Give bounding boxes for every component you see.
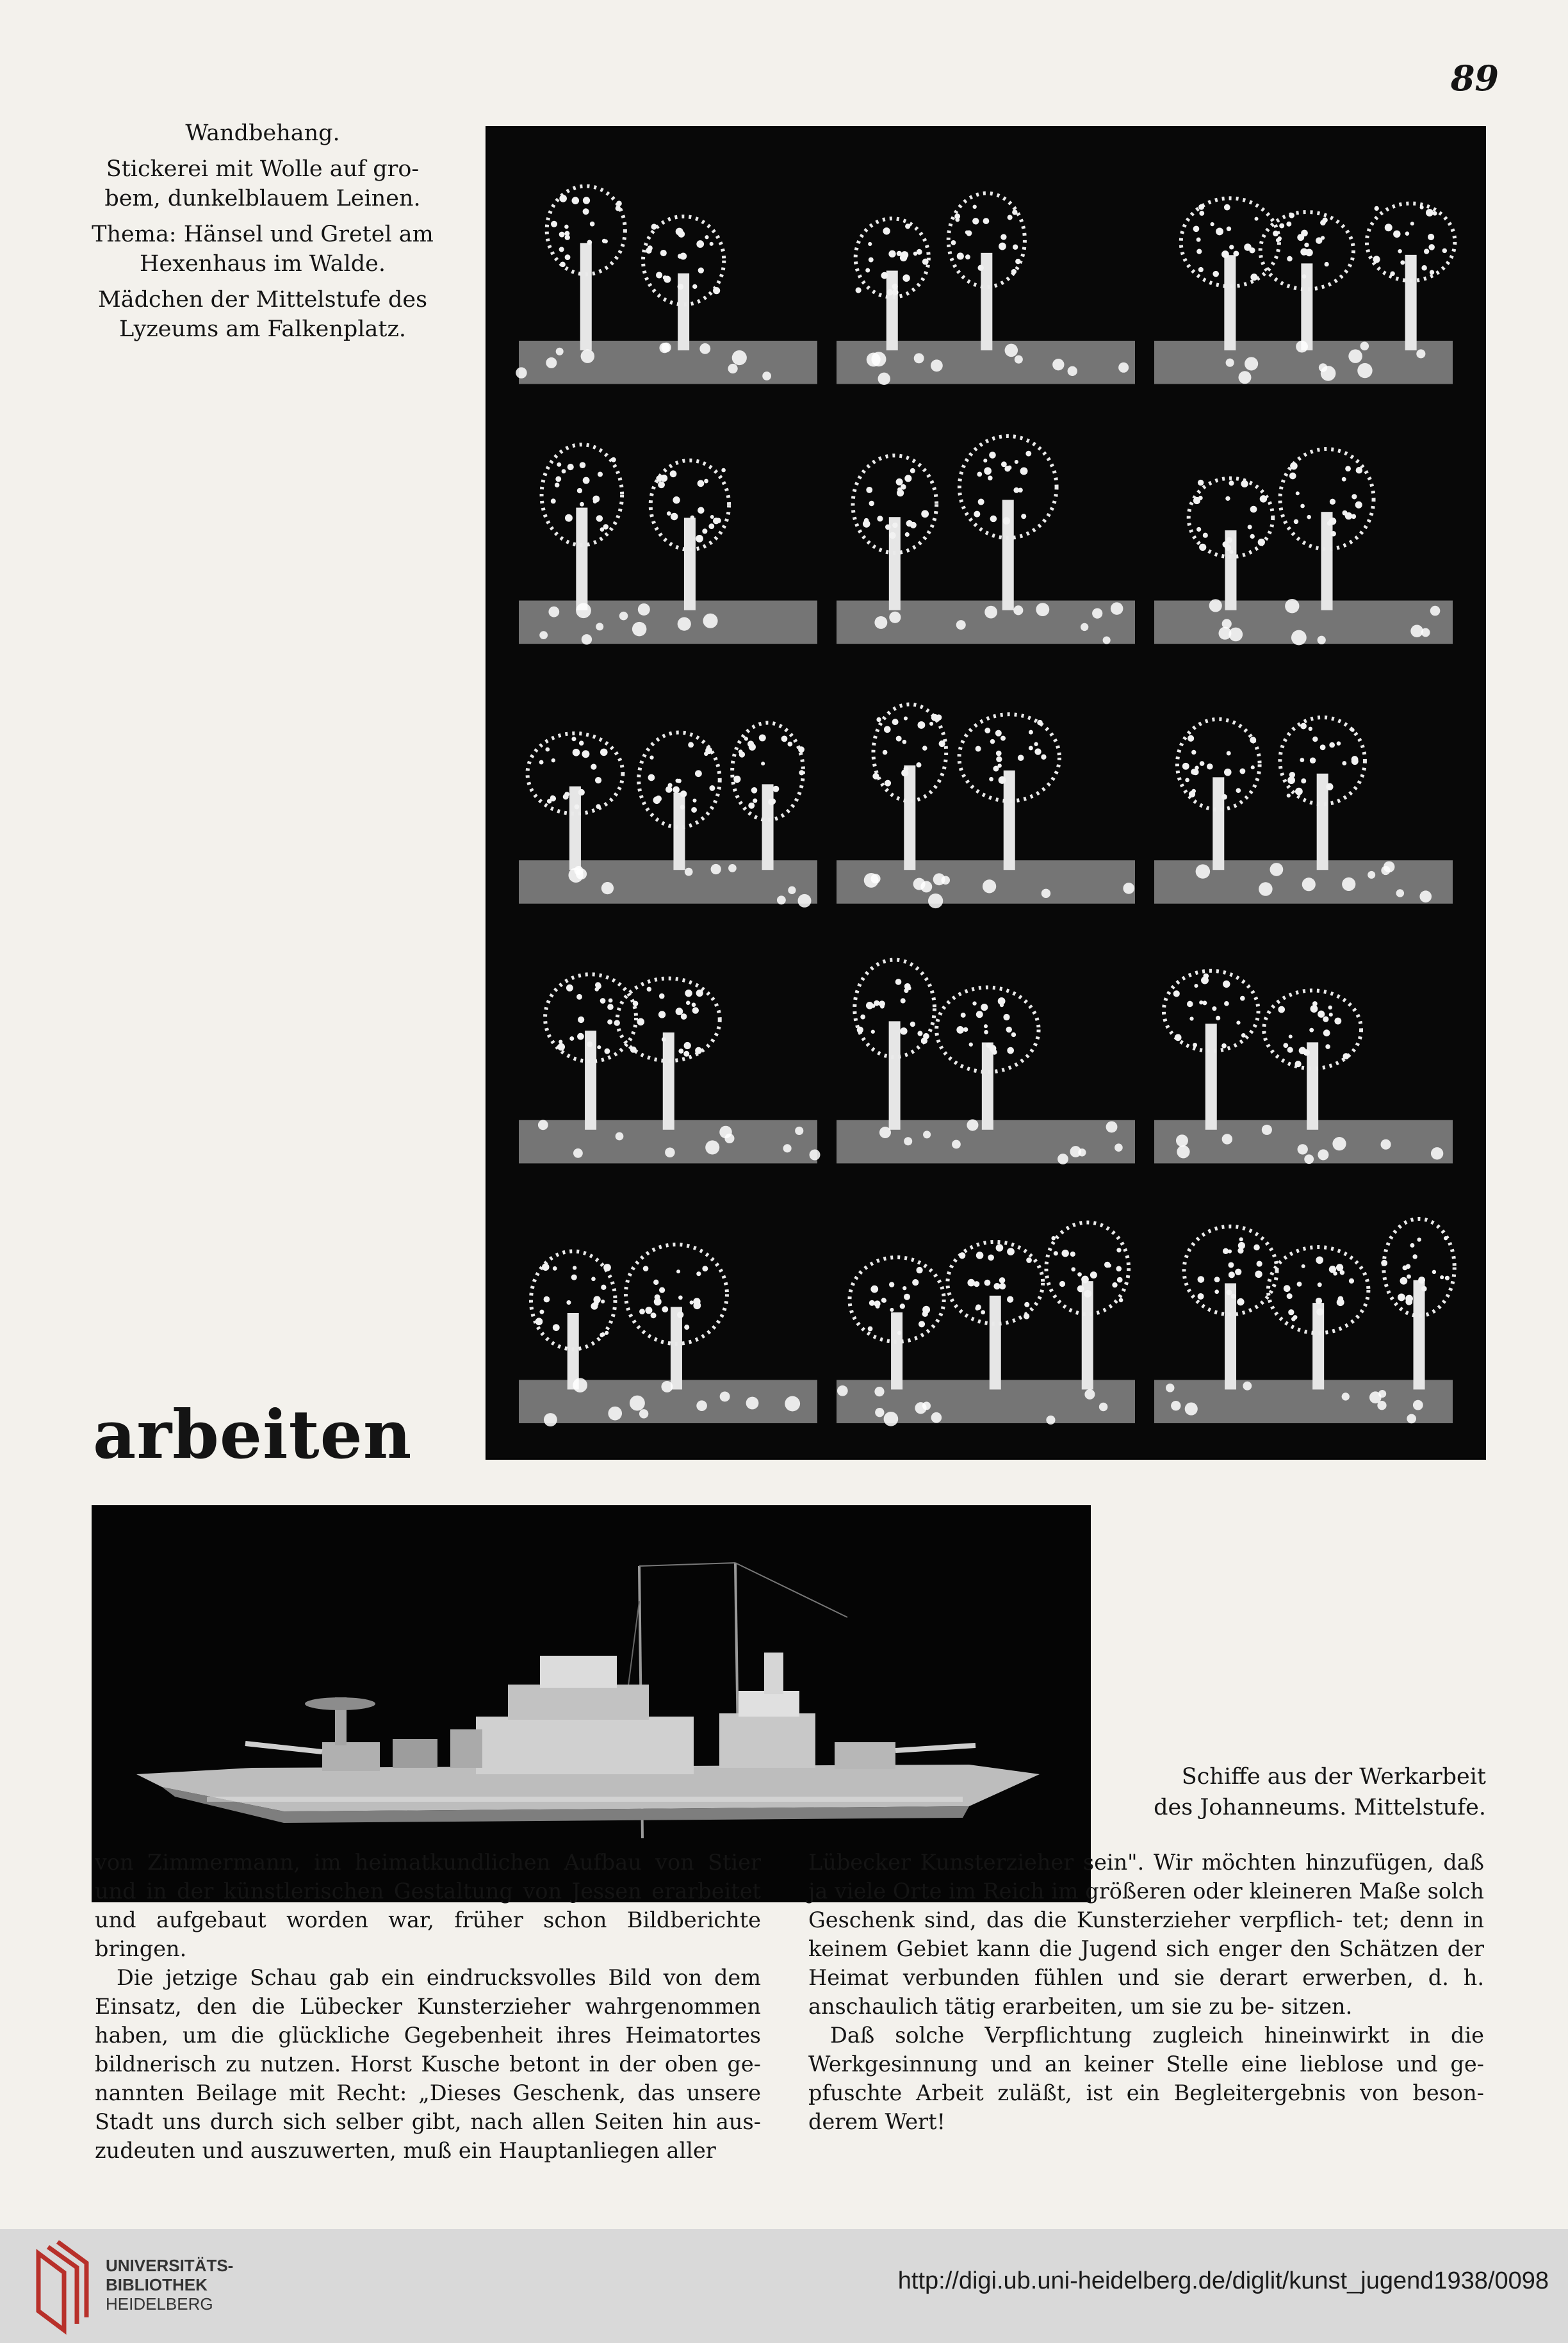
library-name-line-3: HEIDELBERG (106, 2294, 213, 2314)
library-name (106, 2256, 233, 2314)
body-paragraph: Daß solche Verpflichtung zugleich hineinwirkt in die Werkgesinnung und an keiner Stelle eine lieblose und ge- pfuschte Arbeit zuläßt, ist ein Begleitergebnis von beson- derem Wert! (808, 2023, 1484, 2134)
ship-model-illustration (92, 1505, 1091, 1902)
caption-line-4: Mädchen der Mittelstufe des Lyzeums am Falkenplatz. (97, 287, 428, 342)
section-heading: arbeiten (93, 1395, 412, 1474)
body-paragraph: Lübecker Kunsterzieher sein". Wir möchten hinzufügen, daß ja viele Orte im Reich im größeren oder kleineren Maße solch Geschenk sind, das die Kunsterzieher verpflich- tet; denn in keinem Gebiet kann die Jugend sich enger den Schätzen der Heimat verbunden fühlen und sie derart erwerben, d. h. anschaulich tätig erarbeiten, um sie zu be- sitzen. (808, 1850, 1484, 2019)
source-url[interactable]: http://digi.ub.uni-heidelberg.de/diglit/kunst_jugend1938/0098 (897, 2267, 1549, 2294)
embroidery-photo (486, 126, 1486, 1460)
library-footer (0, 2229, 1568, 2343)
embroidery-caption (83, 118, 442, 350)
library-name-line-1: UNIVERSITÄTS- (106, 2256, 234, 2275)
ship-caption (1102, 1761, 1486, 1823)
embroidery-panels (487, 127, 1485, 1458)
body-column-right (808, 1848, 1484, 2136)
body-paragraph: Die jetzige Schau gab ein eindrucksvolles Bild von dem Einsatz, den die Lübecker Kunsterzieher wahrgenommen haben, um die glückliche Gegebenheit ihres Heimatortes bildnerisch zu nutzen. Horst Kusche betont in der oben ge- nannten Beilage mit Recht: „Dieses Geschenk, das unsere Stadt uns durch sich selber gibt, nach allen Seiten hin aus- zudeuten und auszuwerten, muß ein Hauptanliegen aller (95, 1965, 761, 2163)
caption-line-1: Wandbehang. (185, 120, 340, 146)
library-name-line-2: BIBLIOTHEK (106, 2275, 208, 2294)
university-library-logo-icon (26, 2241, 96, 2337)
body-paragraph: von Zimmermann, im heimatkundlichen Aufbau von Stier und in der künstlerischen Gestaltung von Jessen erarbeitet und aufgebaut worden war, früher schon Bildberichte bringen. (95, 1850, 761, 1961)
ship-caption-line-1: Schiffe aus der Werkarbeit (1181, 1764, 1486, 1790)
caption-line-3: Thema: Hänsel und Gretel am Hexenhaus im Walde. (92, 222, 434, 277)
ship-caption-line-2: des Johanneums. Mittelstufe. (1154, 1795, 1486, 1820)
ship-model-photo (92, 1505, 1091, 1902)
caption-line-2: Stickerei mit Wolle auf gro- bem, dunkelblauem Leinen. (104, 156, 421, 211)
body-column-left (95, 1848, 761, 2165)
page-number: 89 (1450, 58, 1499, 99)
